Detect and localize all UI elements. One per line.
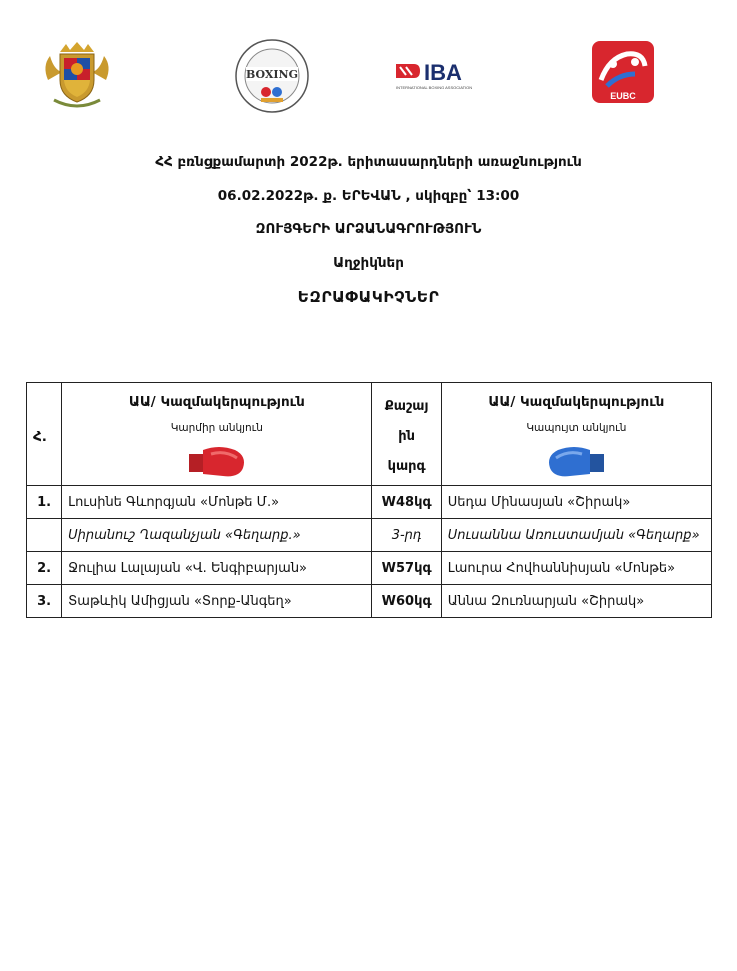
iba-logo-subtext: INTERNATIONAL BOXING ASSOCIATION [396, 85, 473, 90]
blue-corner-title: ԱԱ/ Կազմակերպություն [488, 393, 665, 410]
event-date-location: 06.02.2022թ. ք. ԵՐԵՎԱՆ , սկիզբը՝ 13:00 [217, 188, 520, 204]
header-blue-corner [441, 383, 711, 486]
blue-corner-label: Կապույտ անկյուն [526, 421, 627, 434]
table-row: 3. Տաթևիկ Ամիցյան «Տորք-Անգեղ» W60կգ Աննա Զուռնարյան «Շիրակ» [27, 585, 712, 618]
armenia-coat-of-arms-icon [40, 40, 114, 110]
header-weight: Քաշայ ին կարգ [372, 383, 441, 486]
stage-finals: ԵԶՐԱՓԱԿԻՉՆԵՐ [297, 288, 440, 306]
red-boxing-glove-icon [185, 444, 249, 480]
logo-strip [0, 38, 737, 118]
boxing-federation-logo-icon [234, 38, 310, 114]
iba-logo-text: IBA [424, 60, 462, 85]
table-row: Սիրանուշ Ղազանչյան «Գեղարք.» 3-րդ Սուսաննա Առուստամյան «Գեղարք» [27, 519, 712, 552]
eubc-logo-text: EUBC [610, 91, 636, 101]
boxing-logo-text: BOXING [245, 68, 299, 81]
red-corner-label: Կարմիր անկյուն [170, 421, 263, 434]
bouts-table [26, 382, 712, 618]
red-corner-title: ԱԱ/ Կազմակերպություն [128, 393, 305, 410]
header-number: Հ. [27, 383, 62, 486]
iba-logo-icon [394, 58, 494, 94]
championship-title: ՀՀ բռնցքամարտի 2022թ. երիտասարդների առաջնություն [155, 154, 582, 170]
blue-boxing-glove-icon [544, 444, 608, 480]
table-header-row [27, 383, 712, 486]
category-girls: Աղջիկներ [333, 255, 404, 271]
pairs-protocol-title: ԶՈՒՅԳԵՐԻ ԱՐՁԱՆԱԳՐՈՒԹՅՈՒՆ [255, 221, 482, 237]
table-row: 2. Ջուլիա Լալայան «Վ. Ենգիբարյան» W57կգ Լաուրա Հովհաննիսյան «Մոնթե» [27, 552, 712, 585]
header-red-corner [62, 383, 372, 486]
eubc-logo-icon [591, 40, 655, 104]
table-row: 1. Լուսինե Գևորգյան «Մոնթե Մ.» W48կգ Սեդա Մինասյան «Շիրակ» [27, 486, 712, 519]
